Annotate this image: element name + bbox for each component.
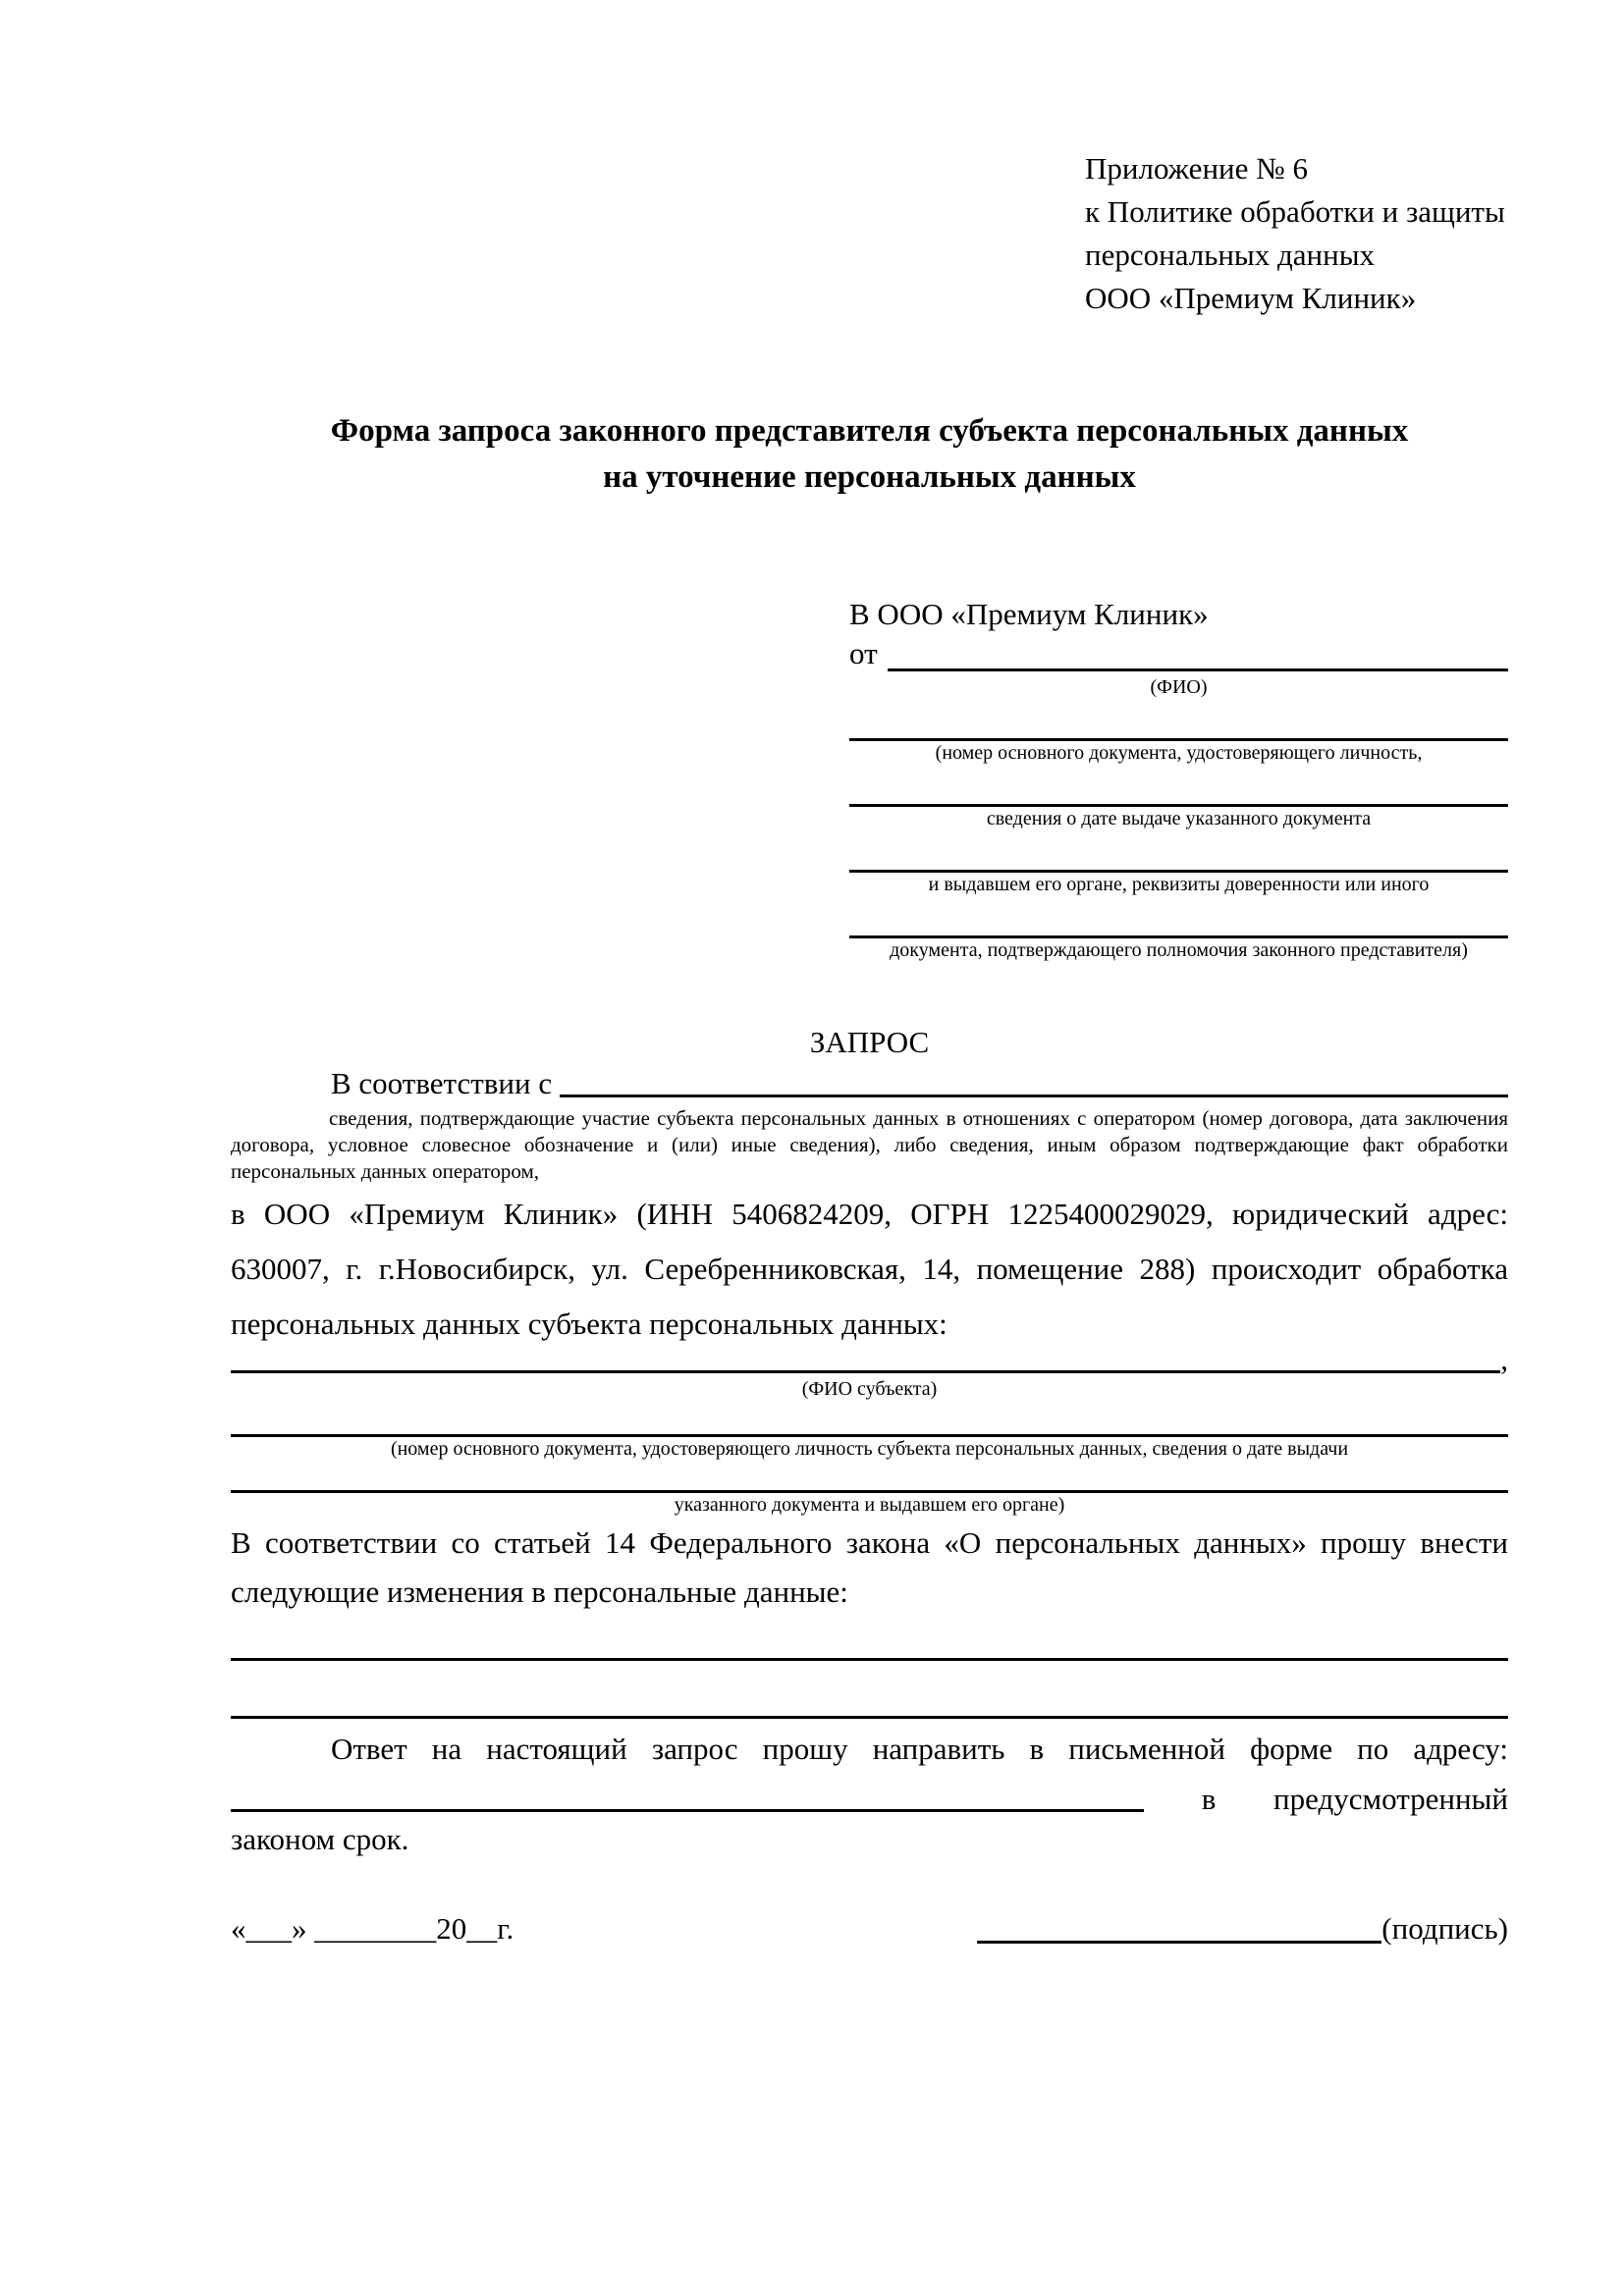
subject-document-caption-1: (номер основного документа, удостоверяющего личность субъекта персональных данных, сведения о дате выдачи: [390, 1438, 1349, 1460]
subject-document-blank-line: [231, 1401, 1508, 1437]
addressee-block: [849, 593, 1508, 962]
date-signature-row: [231, 1909, 1508, 1949]
basis-label: В соответствии с: [331, 1066, 553, 1100]
issue-date-blank-line: [849, 765, 1508, 807]
appendix-line-4: ООО «Премиум Клиник»: [1085, 281, 1417, 315]
subject-fio-field-row: [231, 1342, 1508, 1377]
subject-document-blank-line-2: [231, 1461, 1508, 1493]
authority-document-caption: документа, подтверждающего полномочия законного представителя): [890, 939, 1468, 961]
fio-caption: (ФИО): [1150, 676, 1208, 698]
appendix-header: [1085, 147, 1508, 320]
basis-field-row: [231, 1062, 1508, 1101]
subject-fio-blank-line: [231, 1370, 1500, 1373]
reply-word-in: в: [1201, 1782, 1217, 1816]
authority-document-blank-line: [849, 896, 1508, 938]
appendix-line-3: персональных данных: [1085, 238, 1376, 272]
reply-word-stipulated: предусмотренный: [1273, 1782, 1508, 1816]
from-blank-line: [888, 668, 1508, 671]
changes-blank-line-1: [231, 1617, 1508, 1661]
basis-footnote: сведения, подтверждающие участие субъекта персональных данных в отношениях с оператором (номер договора, дата заключения договора, условное словесное обозначение и (или) иные сведения), либо сведения, иным образом подтверждающие факт обработки персональных данных оператором,: [231, 1106, 1508, 1183]
reply-paragraph: Ответ на настоящий запрос прошу направить в письменной форме по адресу:: [331, 1732, 1508, 1766]
document-title-line-2: на уточнение персональных данных: [603, 459, 1136, 495]
basis-blank-line: [560, 1095, 1508, 1097]
reply-address-field-row: [231, 1772, 1508, 1817]
subject-fio-caption: (ФИО субъекта): [801, 1378, 938, 1400]
law-paragraph: В соответствии со статьей 14 Федерального закона «О персональных данных» прошу внести следующие изменения в персональные данные:: [231, 1525, 1508, 1609]
signature-caption: (подпись): [1381, 1911, 1508, 1946]
reply-address-blank-line: [231, 1809, 1144, 1812]
reply-tail: законом срок.: [231, 1822, 409, 1856]
from-field-row: [849, 636, 1508, 675]
issue-date-caption: сведения о дате выдаче указанного документа: [986, 808, 1372, 829]
subject-document-caption-2: указанного документа и выдавшем его органе): [674, 1494, 1065, 1516]
appendix-line-2: к Политике обработки и защиты: [1085, 194, 1505, 229]
document-title-line-1: Форма запроса законного представителя субъекта персональных данных: [330, 413, 1409, 449]
appendix-line-1: Приложение № 6: [1085, 151, 1308, 186]
document-number-blank-line: [849, 699, 1508, 741]
from-label: от: [849, 636, 878, 670]
date-field: «___» ________20__г.: [231, 1911, 514, 1946]
document-title: [231, 408, 1508, 501]
issuing-authority-blank-line: [849, 830, 1508, 873]
signature-field: [977, 1909, 1508, 1949]
addressee-organization: В ООО «Премиум Клиник»: [849, 597, 1209, 631]
request-heading: ЗАПРОС: [809, 1025, 930, 1059]
operator-paragraph: в ООО «Премиум Клиник» (ИНН 5406824209, ОГРН 1225400029029, юридический адрес: 630007, г. г.Новосибирск, ул. Серебренниковская, 14, помещение 288) происходит обработка персональных данных субъекта персональных данных:: [231, 1197, 1508, 1341]
document-number-caption: (номер основного документа, удостоверяющего личность,: [935, 742, 1423, 764]
issuing-authority-caption: и выдавшем его органе, реквизиты доверенности или иного: [928, 874, 1430, 895]
changes-blank-line-2: [231, 1661, 1508, 1719]
signature-blank-line: [977, 1941, 1381, 1944]
subject-fio-comma: ,: [1500, 1342, 1508, 1376]
